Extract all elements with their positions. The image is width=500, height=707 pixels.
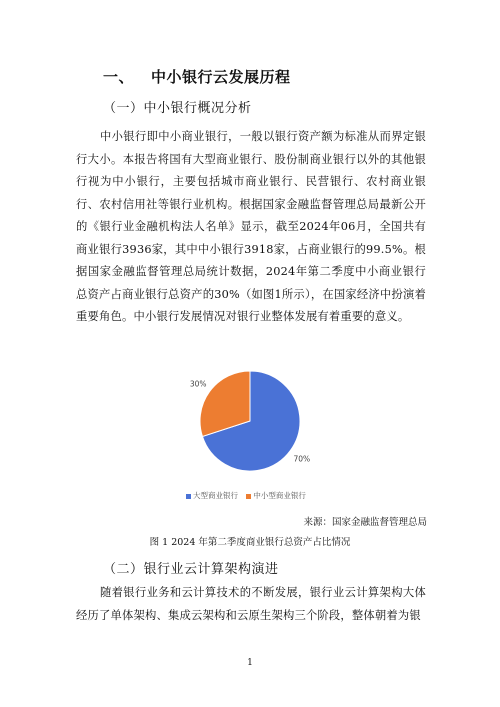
chapter-number: 一、 [103,68,135,86]
chart-legend [186,490,312,501]
figure-caption: 图 1 2024 年第二季度商业银行总资产占比情况 [149,537,351,548]
legend-item-small-banks [246,491,306,500]
page-number: 1 [247,658,253,668]
section-heading-2: （二）银行业云计算架构演进 [103,562,279,577]
legend-label-large-banks: 大型商业银行 [193,491,238,500]
chapter-heading [103,66,291,87]
chapter-title: 中小银行云发展历程 [151,68,291,86]
paragraph-cloud-architecture: 随着银行业务和云计算技术的不断发展，银行业云计算架构大体经历了单体架构、集成云架构和云原生架构三个阶段，整体朝着为银 [76,586,426,622]
paragraph-bank-overview: 中小银行即中小商业银行，一般以银行资产额为标准从而界定银行大小。本报告将国有大型商业银行、股份制商业银行以外的其他银行视为中小银行，主要包括城市商业银行、民营银行、农村商业银行、农村信用社等银行业机构。根据国家金融监督管理总局最新公开的《银行业金融机构法人名单》显示，截至2024年06月，全国共有商业银行3936家，其中中小银行3918家，占商业银行的99.5%。根据国家金融监督管理总局统计数据，2024年第二季度中小商业银行总资产占商业银行总资产的30%（如图1所示），在国家经济中扮演着重要角色。中小银行发展情况对银行业整体发展有着重要的意义。 [76,130,426,323]
legend-swatch-large-banks [186,494,191,499]
pie-label-large-banks: 70% [293,454,311,464]
section-heading-1: （一）中小银行概况分析 [103,101,252,116]
legend-swatch-small-banks [246,494,251,499]
legend-label-small-banks: 中小型商业银行 [253,491,306,500]
legend-item-large-banks [186,491,240,500]
figure-source: 来源：国家金融监督管理总局 [303,517,427,528]
pie-label-small-banks: 30% [189,379,207,389]
